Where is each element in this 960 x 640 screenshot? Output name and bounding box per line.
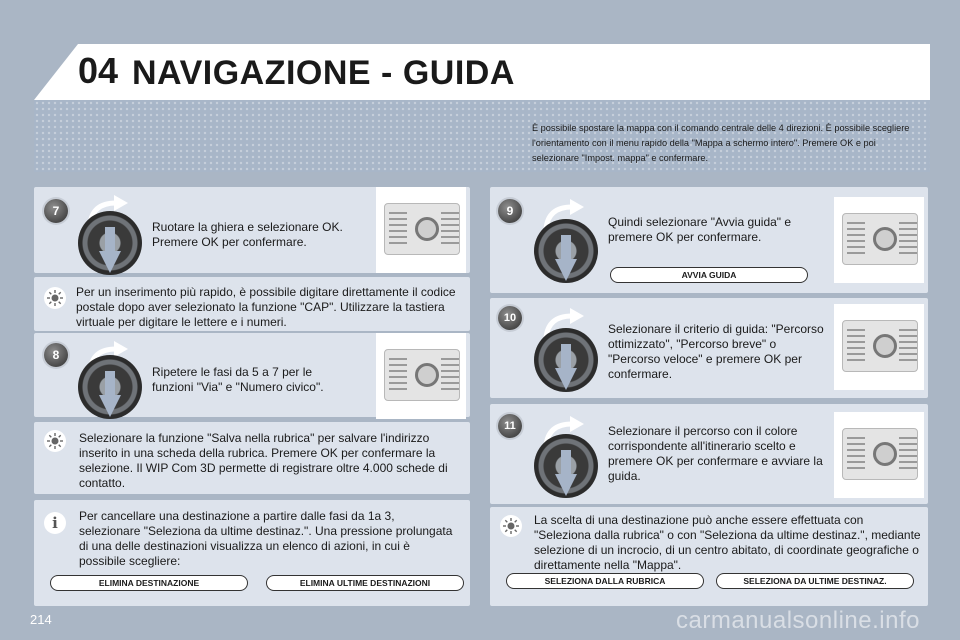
tip-sun-icon — [44, 430, 66, 452]
radio-unit-image — [834, 412, 924, 498]
select-from-last-destinations-button[interactable]: SELEZIONA DA ULTIME DESTINAZ. — [716, 573, 914, 589]
step-8-panel — [34, 333, 470, 417]
page-title: NAVIGAZIONE - GUIDA — [132, 54, 515, 92]
page-number: 214 — [30, 612, 52, 627]
step-7-panel — [34, 187, 470, 273]
step-9-panel — [490, 187, 928, 293]
step-badge: 10 — [498, 306, 522, 330]
watermark: carmanualsonline.info — [676, 607, 920, 634]
info-panel — [34, 500, 470, 606]
select-from-contacts-button[interactable]: SELEZIONA DALLA RUBRICA — [506, 573, 704, 589]
info-icon: i — [44, 512, 66, 534]
step-11-panel — [490, 404, 928, 504]
tip-panel-2 — [34, 422, 470, 494]
press-arrow-icon — [555, 259, 577, 281]
radio-unit-image — [376, 187, 466, 273]
start-guidance-button[interactable]: AVVIA GUIDA — [610, 267, 808, 283]
step-text: Selezionare il criterio di guida: "Percorso ottimizzato", "Percorso breve" o "Percorso veloce" e premere OK per confermare. — [608, 322, 824, 381]
tip-text-1: Per un inserimento più rapido, è possibile digitare direttamente il codice postale dopo aver selezionato la funzione "CAP". Utilizzare la tastiera virtuale per digitare le lettere e i numeri. — [76, 285, 456, 329]
step-text: Ripetere le fasi da 5 a 7 per le funzioni "Via" e "Numero civico". — [152, 365, 324, 394]
radio-unit-image — [376, 333, 466, 419]
step-badge: 9 — [498, 199, 522, 223]
step-badge: 11 — [498, 414, 522, 438]
tip-text-2: Selezionare la funzione "Salva nella rubrica" per salvare l'indirizzo inserito in una scheda della rubrica. Premere OK per confermare la selezione. Il WIP Com 3D permette di registrare oltre 4.000 schede di contatto. — [79, 431, 448, 490]
tip-text-3: La scelta di una destinazione può anche essere effettuata con "Seleziona dalla rubrica" o con "Seleziona da ultime destinaz.", mediante selezione di un incrocio, di un centro abitato, di coordinate geografiche o direttamente nella "Mappa". — [534, 513, 921, 572]
press-arrow-icon — [555, 474, 577, 496]
delete-destination-button[interactable]: ELIMINA DESTINAZIONE — [50, 575, 248, 591]
tip-sun-icon — [44, 287, 66, 309]
step-text: Quindi selezionare "Avvia guida" e premere OK per confermare. — [608, 215, 792, 244]
press-arrow-icon — [99, 251, 121, 273]
chapter-number: 04 — [78, 50, 119, 91]
tip-panel-1 — [34, 277, 470, 331]
press-arrow-icon — [555, 368, 577, 390]
delete-last-destinations-button[interactable]: ELIMINA ULTIME DESTINAZIONI — [266, 575, 464, 591]
intro-text: È possibile spostare la mappa con il comando centrale delle 4 direzioni. È possibile scegliere l'orientamento con il menu rapido della "Mappa a schermo intero". Premere OK e poi selezionare "Impost. mappa" e confermare. — [532, 123, 910, 163]
step-badge: 7 — [44, 199, 68, 223]
step-10-panel — [490, 298, 928, 398]
press-arrow-icon — [99, 395, 121, 417]
info-text: Per cancellare una destinazione a partire dalle fasi da 1a 3, selezionare "Seleziona da ultime destinaz.". Una pressione prolungata di una delle destinazioni visualizza un elenco di azioni, in cui è possibile scegliere: — [79, 509, 453, 568]
step-text: Selezionare il percorso con il colore corrispondente all'itinerario scelto e premere OK per confermare e avviare la guida. — [608, 424, 823, 483]
step-text: Ruotare la ghiera e selezionare OK. Premere OK per confermare. — [152, 220, 343, 249]
radio-unit-image — [834, 304, 924, 390]
tip-panel-3 — [490, 507, 928, 606]
tip-sun-icon — [500, 515, 522, 537]
step-badge: 8 — [44, 343, 68, 367]
radio-unit-image — [834, 197, 924, 283]
